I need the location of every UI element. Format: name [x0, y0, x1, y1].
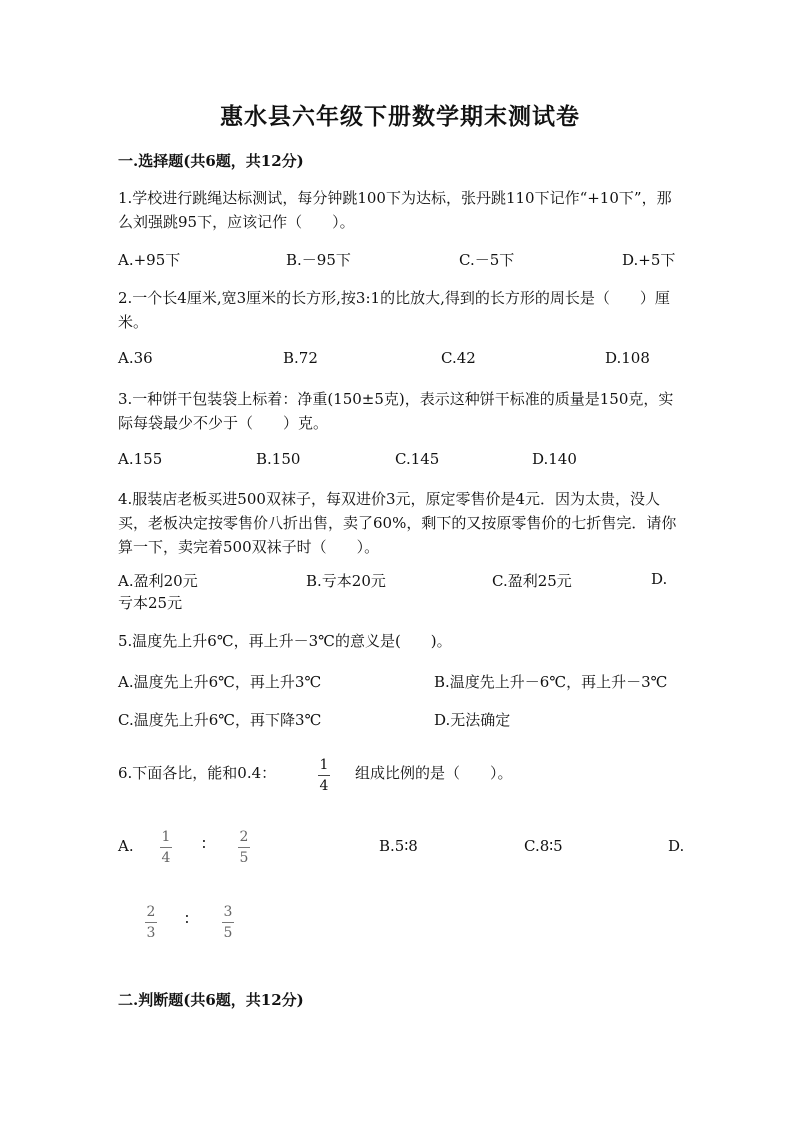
q6-option-b: B.5∶8	[379, 837, 418, 855]
q6-option-a-fraction-1	[160, 829, 172, 866]
fraction-denominator: 5	[223, 925, 233, 941]
q5-option-a: A.温度先上升6℃，再上升3℃	[118, 673, 322, 691]
fraction-bar	[160, 847, 172, 848]
q4-option-d-text: 亏本25元	[118, 594, 183, 612]
q5-option-c: C.温度先上升6℃，再下降3℃	[118, 711, 322, 729]
q3-option-c: C.145	[395, 450, 440, 468]
fraction-numerator: 3	[223, 904, 233, 920]
fraction-denominator: 3	[146, 925, 156, 941]
q6-fraction	[318, 757, 330, 794]
fraction-bar	[238, 847, 250, 848]
q2-option-d: D.108	[605, 349, 650, 367]
q4-option-c: C.盈利25元	[492, 572, 572, 590]
question-1-text: 1.学校进行跳绳达标测试，每分钟跳100下为达标，张丹跳110下记作“+10下”，那么刘强跳95下，应该记作（ ）。	[118, 189, 672, 231]
q6-option-a-label: A.	[118, 837, 134, 855]
question-2-text: 2.一个长4厘米,宽3厘米的长方形,按3:1的比放大,得到的长方形的周长是（ ）厘米。	[118, 289, 670, 331]
page-title: 惠水县六年级下册数学期末测试卷	[220, 103, 580, 130]
q6-option-d-label: D.	[668, 837, 685, 855]
fraction-bar	[145, 922, 157, 923]
question-6-text-before: 6.下面各比，能和0.4：	[118, 764, 277, 782]
q5-option-b: B.温度先上升－6℃，再上升－3℃	[434, 673, 668, 691]
q4-option-a: A.盈利20元	[118, 572, 198, 590]
fraction-denominator: 5	[239, 850, 249, 866]
question-3-text: 3.一种饼干包装袋上标着：净重(150±5克)，表示这种饼干标准的质量是150克，实际每袋最少不少于（ ）克。	[118, 390, 674, 432]
q4-option-b: B.亏本20元	[306, 572, 386, 590]
q3-option-d: D.140	[532, 450, 577, 468]
q2-option-c: C.42	[441, 349, 476, 367]
fraction-denominator: 4	[319, 778, 329, 794]
ratio-colon: ∶	[185, 910, 189, 928]
fraction-denominator: 4	[161, 850, 171, 866]
section-heading-choice: 一.选择题(共6题，共12分)	[118, 152, 304, 170]
q3-option-b: B.150	[256, 450, 301, 468]
q6-option-d-fraction-2	[222, 904, 234, 941]
q5-option-d: D.无法确定	[434, 711, 511, 729]
q2-option-a: A.36	[118, 349, 153, 367]
question-5-text: 5.温度先上升6℃，再上升－3℃的意义是( )。	[118, 632, 452, 650]
q6-option-a-fraction-2	[238, 829, 250, 866]
q1-option-d: D.+5下	[622, 251, 676, 269]
section-heading-judgement: 二.判断题(共6题，共12分)	[118, 991, 304, 1009]
q3-option-a: A.155	[118, 450, 163, 468]
q6-option-d-fraction-1	[145, 904, 157, 941]
fraction-numerator: 2	[146, 904, 156, 920]
q4-option-d: D.	[651, 570, 668, 588]
q1-option-c: C.－5下	[459, 251, 515, 269]
q6-option-c: C.8∶5	[524, 837, 563, 855]
fraction-numerator: 2	[239, 829, 249, 845]
fraction-numerator: 1	[319, 757, 329, 773]
question-6-text-after: 组成比例的是（ ）。	[355, 764, 513, 782]
q1-option-b: B.－95下	[286, 251, 351, 269]
q2-option-b: B.72	[283, 349, 318, 367]
q1-option-a: A.+95下	[118, 251, 181, 269]
ratio-colon: ∶	[202, 835, 206, 853]
fraction-bar	[222, 922, 234, 923]
fraction-numerator: 1	[161, 829, 171, 845]
question-4-text: 4.服装店老板买进500双袜子，每双进价3元，原定零售价是4元．因为太贵，没人买，老板决定按零售价八折出售，卖了60%，剩下的又按原零售价的七折售完．请你算一下，卖完着500双袜子时（ ）。	[118, 490, 677, 556]
fraction-bar	[318, 775, 330, 776]
